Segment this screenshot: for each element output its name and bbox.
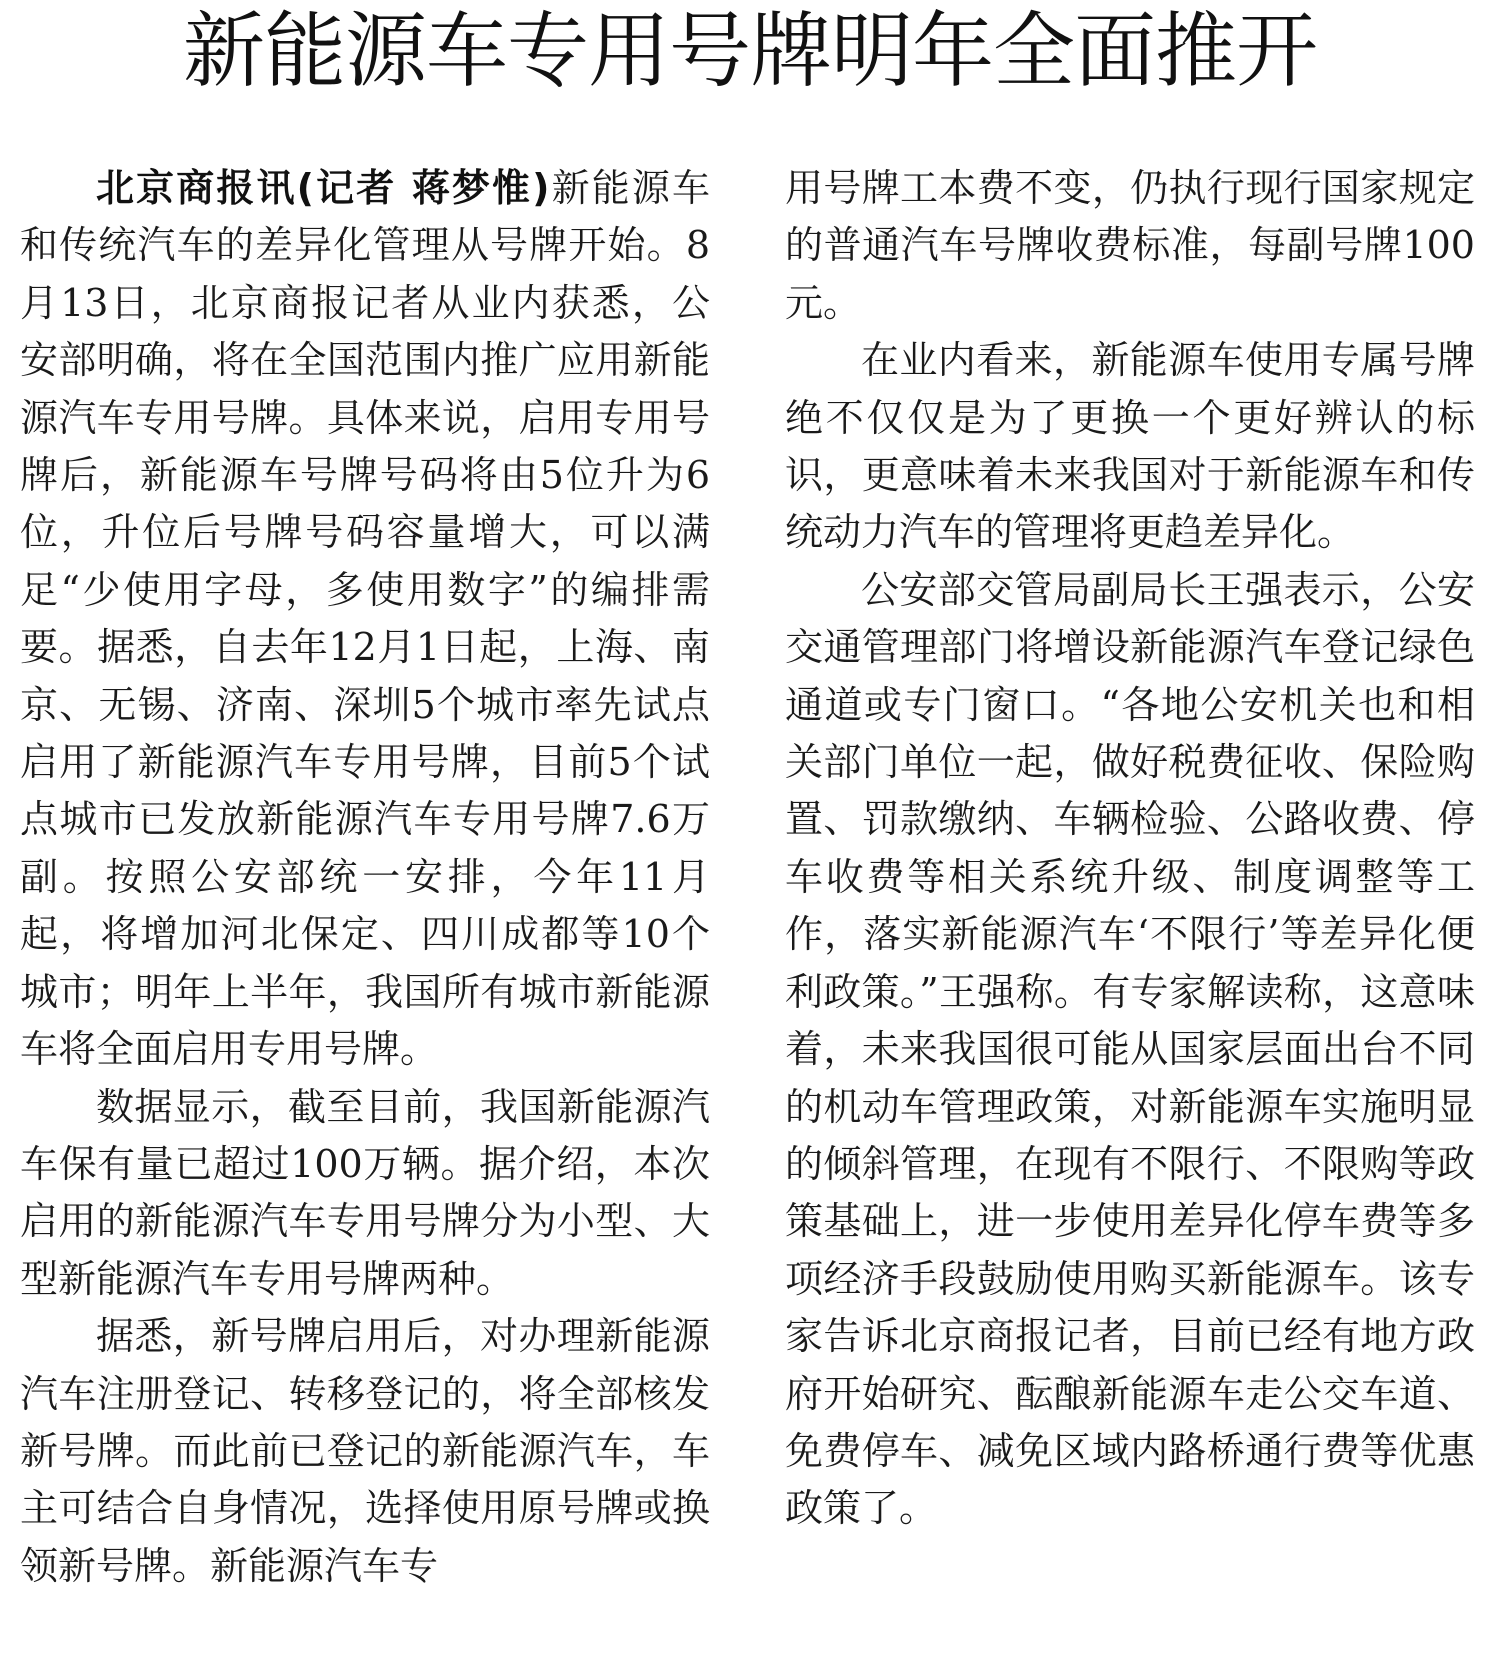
article-paragraph-1-text: 新能源车和传统汽车的差异化管理从号牌开始。8月13日，北京商报记者从业内获悉，公安部明确，将在全国范围内推广应用新能源汽车专用号牌。具体来说，启用专用号牌后，新能源车号牌号码将由5位升为6位，升位后号牌号码容量增大，可以满足“少使用字母，多使用数字”的编排需要。据悉，自去年12月1日起，上海、南京、无锡、济南、深圳5个城市率先试点启用了新能源汽车专用号牌，目前5个试点城市已发放新能源汽车专用号牌7.6万副。按照公安部统一安排，今年11月起，将增加河北保定、四川成都等10个城市；明年上半年，我国所有城市新能源车将全面启用专用号牌。 [20,166,710,1072]
article-column-right [785,160,1475,1538]
article-paragraph-3-continued: 用号牌工本费不变，仍执行现行国家规定的普通汽车号牌收费标准，每副号牌100元。 [785,166,1475,325]
article-paragraph-3: 据悉，新号牌启用后，对办理新能源汽车注册登记、转移登记的，将全部核发新号牌。而此前已登记的新能源汽车，车主可结合自身情况，选择使用原号牌或换领新号牌。新能源汽车专 [20,1314,710,1588]
article-paragraph-2: 数据显示，截至目前，我国新能源汽车保有量已超过100万辆。据介绍，本次启用的新能源汽车专用号牌分为小型、大型新能源汽车专用号牌两种。 [20,1084,710,1301]
article-paragraph-1 [20,160,710,1079]
article-headline: 新能源车专用号牌明年全面推开 [182,4,1317,99]
article-column-left [20,160,710,1595]
article-byline: 北京商报讯(记者 蒋梦惟) [96,166,550,210]
article-paragraph-5: 公安部交管局副局长王强表示，公安交通管理部门将增设新能源汽车登记绿色通道或专门窗口。“各地公安机关也和相关部门单位一起，做好税费征收、保险购置、罚款缴纳、车辆检验、公路收费、停车收费等相关系统升级、制度调整等工作，落实新能源汽车‘不限行’等差异化便利政策。”王强称。有专家解读称，这意味着，未来我国很可能从国家层面出台不同的机动车管理政策，对新能源车实施明显的倾斜管理，在现有不限行、不限购等政策基础上，进一步使用差异化停车费等多项经济手段鼓励使用购买新能源车。该专家告诉北京商报记者，目前已经有地方政府开始研究、酝酿新能源车走公交车道、免费停车、减免区域内路桥通行费等优惠政策了。 [785,567,1475,1531]
article-paragraph-4: 在业内看来，新能源车使用专属号牌绝不仅仅是为了更换一个更好辨认的标识，更意味着未来我国对于新能源车和传统动力汽车的管理将更趋差异化。 [785,338,1475,555]
